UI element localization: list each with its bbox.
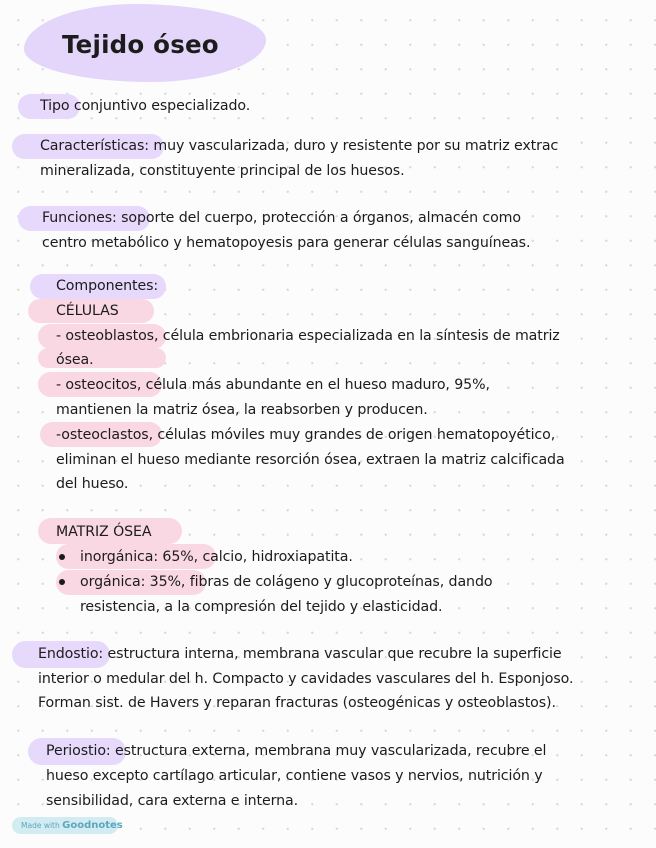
celulas-heading: CÉLULAS: [56, 303, 119, 319]
organica-term: orgánica: 35%,: [80, 574, 186, 590]
tipo-label: Tipo: [40, 98, 70, 114]
endostio-line-1: [38, 645, 562, 663]
caracteristicas-text: muy vascularizada, duro y resistente por su matriz extrac: [148, 138, 559, 154]
componentes-heading: Componentes:: [56, 278, 159, 294]
organica-line-1: [80, 573, 492, 591]
inorganica-line: [80, 548, 353, 566]
bullet-icon: [59, 579, 65, 585]
inorganica-term: inorgánica: 65%,: [80, 549, 199, 565]
badge-prefix: Made with: [21, 821, 63, 830]
page-title: Tejido óseo: [62, 30, 219, 59]
bullet-icon: [59, 554, 65, 560]
inorganica-text: calcio, hidroxiapatita.: [198, 549, 353, 565]
tipo-line: [40, 97, 250, 115]
osteoblastos-term: - osteoblastos,: [56, 328, 159, 344]
periostio-line-2: hueso excepto cartílago articular, contiene vasos y nervios, nutrición y: [46, 768, 543, 784]
osteoclastos-line-2: eliminan el hueso mediante resorción ósea, extraen la matriz calcificada: [56, 452, 565, 468]
osteoblastos-line-1: [56, 327, 560, 345]
endostio-label: Endostio:: [38, 646, 104, 662]
funciones-text: soporte del cuerpo, protección a órganos, almacén como: [116, 210, 521, 226]
osteoblastos-text: célula embrionaria especializada en la síntesis de matriz: [158, 328, 560, 344]
osteoclastos-line-1: [56, 426, 555, 444]
goodnotes-badge: [12, 817, 123, 834]
funciones-line-1: [42, 209, 521, 227]
osteocitos-line-1: [56, 376, 490, 394]
osteoblastos-line-2: ósea.: [56, 352, 94, 368]
periostio-text: estructura externa, membrana muy vascularizada, recubre el: [110, 743, 547, 759]
osteoclastos-line-3: del hueso.: [56, 476, 129, 492]
endostio-text: estructura interna, membrana vascular que recubre la superficie: [103, 646, 562, 662]
caracteristicas-line-2: mineralizada, constituyente principal de los huesos.: [40, 163, 405, 179]
endostio-line-3: Forman sist. de Havers y reparan fracturas (osteogénicas y osteoblastos).: [38, 695, 556, 711]
organica-line-2: resistencia, a la compresión del tejido y elasticidad.: [80, 599, 443, 615]
funciones-label: Funciones:: [42, 210, 117, 226]
periostio-line-1: [46, 742, 546, 760]
badge-brand: Goodnotes: [62, 820, 123, 831]
osteocitos-line-2: mantienen la matriz ósea, la reabsorben y producen.: [56, 402, 428, 418]
caracteristicas-line-1: [40, 137, 558, 155]
organica-text: fibras de colágeno y glucoproteínas, dando: [185, 574, 493, 590]
osteoclastos-text: células móviles muy grandes de origen hematopoyético,: [153, 427, 556, 443]
endostio-line-2: interior o medular del h. Compacto y cavidades vasculares del h. Esponjoso.: [38, 671, 574, 687]
periostio-line-3: sensibilidad, cara externa e interna.: [46, 793, 299, 809]
tipo-text: conjuntivo especializado.: [69, 98, 251, 114]
caracteristicas-label: Características:: [40, 138, 149, 154]
osteocitos-term: - osteocitos,: [56, 377, 142, 393]
matriz-heading: MATRIZ ÓSEA: [56, 524, 152, 540]
funciones-line-2: centro metabólico y hematopoyesis para generar células sanguíneas.: [42, 235, 531, 251]
periostio-label: Periostio:: [46, 743, 111, 759]
osteocitos-text: célula más abundante en el hueso maduro, 95%,: [141, 377, 490, 393]
osteoclastos-term: -osteoclastos,: [56, 427, 153, 443]
